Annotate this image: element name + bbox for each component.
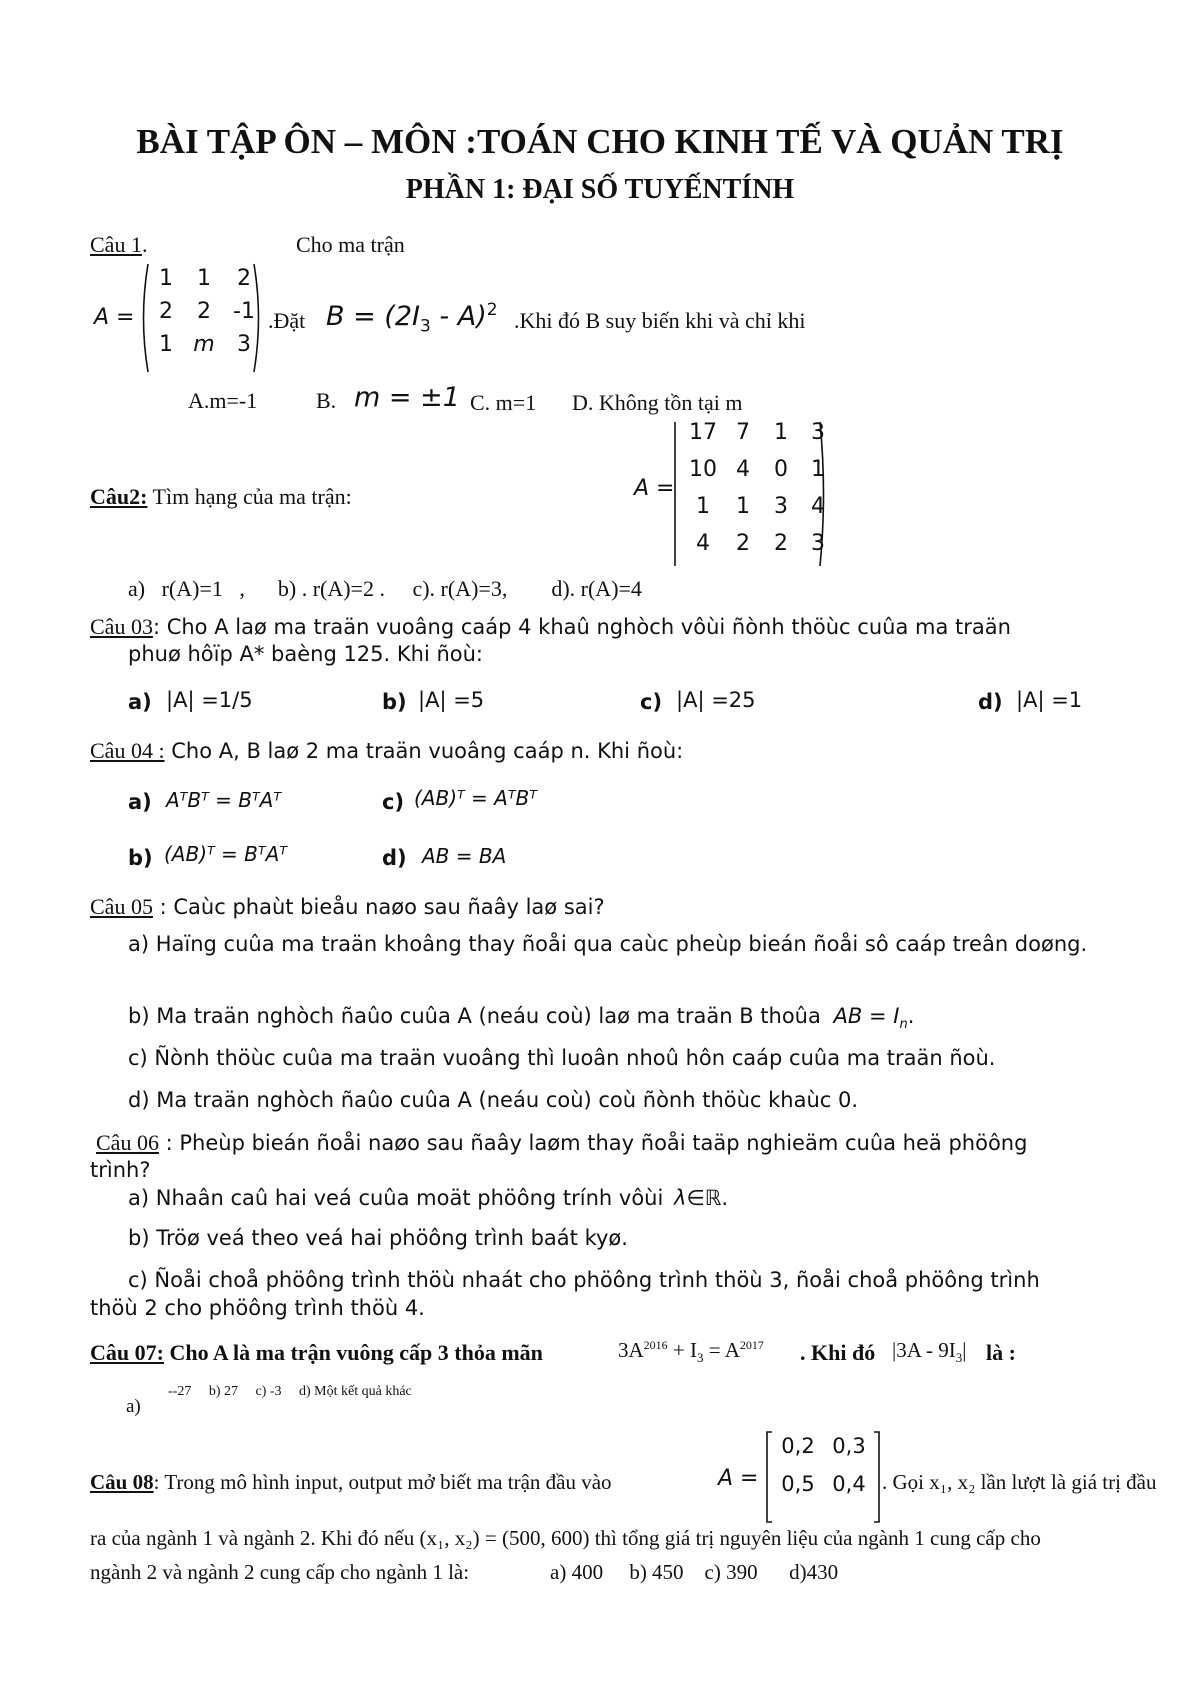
q2-matrix-cell: 2 (774, 531, 788, 556)
q1-matrix-cell: 1 (197, 266, 211, 291)
q2-label: Câu2: (90, 484, 148, 509)
q3-text: : Cho A laø ma traän vuoâng caáp 4 khaû nghòch vôùi ñònh thöùc cuûa ma traän (152, 615, 1011, 639)
q2-matrix-cell: 2 (736, 531, 750, 556)
q1-matrix-right-paren (252, 262, 264, 374)
q4-label: Câu 04 : (90, 738, 165, 763)
q6-statement-a: a) Nhaân caû hai veá cuûa moät phöông trính vôùi λ∈ℝ. (128, 1186, 729, 1210)
q4-option-c-value: (AB)ᵀ = AᵀBᵀ (414, 786, 537, 810)
q8-line3: ngành 2 và ngành 2 cung cấp cho ngành 1 là: (90, 1560, 470, 1584)
page-title: BÀI TẬP ÔN – MÔN :TOÁN CHO KINH TẾ VÀ QUẢN TRỊ (136, 122, 1064, 161)
q3-option-c-label: c) (640, 690, 663, 714)
q2-matrix-cell: 4 (736, 457, 750, 482)
q1-dot: . (141, 232, 148, 257)
q4-option-d-value: AB = BA (422, 844, 507, 868)
q1-matrix-cell: 1 (159, 266, 173, 291)
q3-option-a-label: a) (128, 690, 152, 714)
q8-matrix (772, 1434, 874, 1496)
q5-statement-c: c) Ñònh thöùc cuûa ma traän vuoâng thì luoân nhoû hôn caáp cuûa ma traän ñoù. (128, 1046, 996, 1070)
q7-text3: là : (986, 1340, 1016, 1365)
q3-option-b-label: b) (382, 690, 407, 714)
q5-statement-a: a) Haïng cuûa ma traän khoâng thay ñoåi qua caùc pheùp bieán ñoåi sô caáp treân doøng. (128, 932, 1088, 956)
q8-text2: . Gọi x₁, x₂ lần lượt là giá trị đầu (882, 1470, 1157, 1494)
q2-matrix-cell: 0 (774, 457, 788, 482)
q4-option-a-value: AᵀBᵀ = BᵀAᵀ (166, 788, 282, 812)
q1-matrix-cell: 2 (237, 266, 251, 291)
q8-label: Câu 08 (90, 1470, 154, 1494)
q2-options: a) r(A)=1 , b) . r(A)=2 . c). r(A)=3, d). r(A)=4 (128, 576, 642, 601)
q2-matrix-cell: 7 (736, 420, 750, 445)
q6-text-line2: trình? (90, 1158, 151, 1182)
q2-matrix-cell: 17 (689, 420, 717, 445)
q2-matrix-cell: 3 (811, 420, 825, 445)
q6-label: Câu 06 (96, 1130, 159, 1155)
q8-line2: ra của ngành 1 và ngành 2. Khi đó nếu (x₁, x₂) = (500, 600) thì tổng giá trị nguyên liệu của ngành 1 cung cấp cho (90, 1526, 1041, 1550)
q8-matrix-name: A = (718, 1466, 759, 1491)
q6-statement-b: b) Tröø veá theo veá hai phöông trình baát kyø. (128, 1226, 628, 1250)
q1-tail: .Khi đó B suy biến khi và chỉ khi (514, 308, 806, 333)
q4-option-c-label: c) (382, 790, 405, 814)
q2-matrix-cell: 1 (736, 494, 750, 519)
q1-matrix-cell: -1 (233, 299, 255, 324)
q2-matrix-cell: 1 (774, 420, 788, 445)
q6-text: : Pheùp bieán ñoåi naøo sau ñaây laøm thay ñoåi taäp nghieäm cuûa heä phöông (158, 1131, 1028, 1155)
q3-option-a-value: |A| =1/5 (166, 688, 253, 712)
q5-label: Câu 05 (90, 894, 153, 919)
q1-option-b-math: m = ±1 (354, 382, 460, 413)
q8-matrix-cell: 0,3 (832, 1434, 866, 1458)
q5-text: : Caùc phaùt bieåu naøo sau ñaây laø sai? (152, 895, 605, 919)
q1-label: Câu 1 (90, 232, 142, 257)
q4-text: Cho A, B laø 2 ma traän vuoâng caáp n. Khi ñoù: (164, 739, 684, 763)
q1-matrix-name: A = (94, 305, 135, 330)
q8-matrix-cell: 0,5 (781, 1472, 815, 1496)
q1-matrix-cell: 2 (159, 299, 173, 324)
q7-equation: $3A^{2016} + I_3 = A^{2017}$ (618, 1338, 764, 1366)
q7-text: Cho A là ma trận vuông cấp 3 thỏa mãn (163, 1340, 543, 1365)
q2-matrix-cell: 3 (811, 531, 825, 556)
q7-option-a-label: a) (126, 1396, 141, 1417)
q7-text2: . Khi đó (800, 1340, 876, 1365)
q2-matrix (682, 420, 836, 556)
q2-matrix-cell: 1 (696, 494, 710, 519)
q1-dat: .Đặt (268, 308, 306, 333)
q2-matrix-left-bar (672, 420, 678, 568)
page-subtitle: PHẦN 1: ĐẠI SỐ TUYẾNTÍNH (405, 174, 795, 205)
q2-matrix-cell: 4 (811, 494, 825, 519)
q4-option-b-label: b) (128, 846, 153, 870)
q2-text: Tìm hạng của ma trận: (147, 484, 352, 509)
q1-option-c: C. m=1 (470, 390, 537, 415)
q1-matrix-cell: 2 (197, 299, 211, 324)
q5-statement-b: b) Ma traän nghòch ñaûo cuûa A (neáu coù) laø ma traän B thoûa AB = $I_n$. (128, 1004, 915, 1033)
q5-statement-d: d) Ma traän nghòch ñaûo cuûa A (neáu coù) coù ñònh thöùc khaùc 0. (128, 1088, 859, 1112)
q4-option-a-label: a) (128, 790, 152, 814)
q8-text: : Trong mô hình input, output mở biết ma trận đầu vào (153, 1470, 612, 1494)
q2-matrix-cell: 10 (689, 457, 717, 482)
q7-label: Câu 07: (90, 1340, 164, 1365)
q3-option-d-value: |A| =1 (1016, 688, 1083, 712)
q1-matrix (148, 266, 264, 357)
q3-option-c-value: |A| =25 (676, 688, 756, 712)
q1-matrix-cell: 3 (237, 332, 251, 357)
q3-label: Câu 03 (90, 614, 153, 639)
q3-text-line2: phuø hôïp A* baèng 125. Khi ñoù: (128, 642, 484, 666)
q2-matrix-cell: 3 (774, 494, 788, 519)
q4-option-b-value: (AB)ᵀ = BᵀAᵀ (164, 842, 287, 866)
q8-matrix-cell: 0,2 (781, 1434, 815, 1458)
q1-intro: Cho ma trận (296, 232, 405, 257)
q4-option-d-label: d) (382, 846, 407, 870)
q3-option-b-value: |A| =5 (418, 688, 485, 712)
q2-matrix-right-paren (818, 420, 828, 568)
q6-statement-c: c) Ñoåi choå phöông trình thöù nhaát cho phöông trình thöù 3, ñoåi choå phöông trình (128, 1268, 1040, 1292)
q2-matrix-cell: 4 (696, 531, 710, 556)
q7-options: --27 b) 27 c) -3 d) Một kết quả khác (168, 1384, 412, 1399)
q3-option-d-label: d) (978, 690, 1003, 714)
q1-option-a: A.m=-1 (188, 388, 258, 413)
q1-matrix-cell: m (193, 332, 215, 357)
q2-matrix-name: A = (634, 476, 675, 501)
q6-statement-c-line2: thöù 2 cho phöông trình thöù 4. (90, 1296, 425, 1320)
q7-determinant: $|3A - 9I_3|$ (892, 1338, 967, 1366)
q1-option-d: D. Không tồn tại m (572, 390, 743, 415)
q8-matrix-cell: 0,4 (832, 1472, 866, 1496)
q8-matrix-right-bracket (872, 1430, 882, 1524)
q1-b-expression: $B = (2I_3 - A)^2$ (326, 300, 498, 337)
q1-matrix-cell: 1 (159, 332, 173, 357)
q2-matrix-cell: 1 (811, 457, 825, 482)
q8-options: a) 400 b) 450 c) 390 d)430 (550, 1560, 839, 1584)
q1-option-b-label: B. (316, 388, 337, 413)
